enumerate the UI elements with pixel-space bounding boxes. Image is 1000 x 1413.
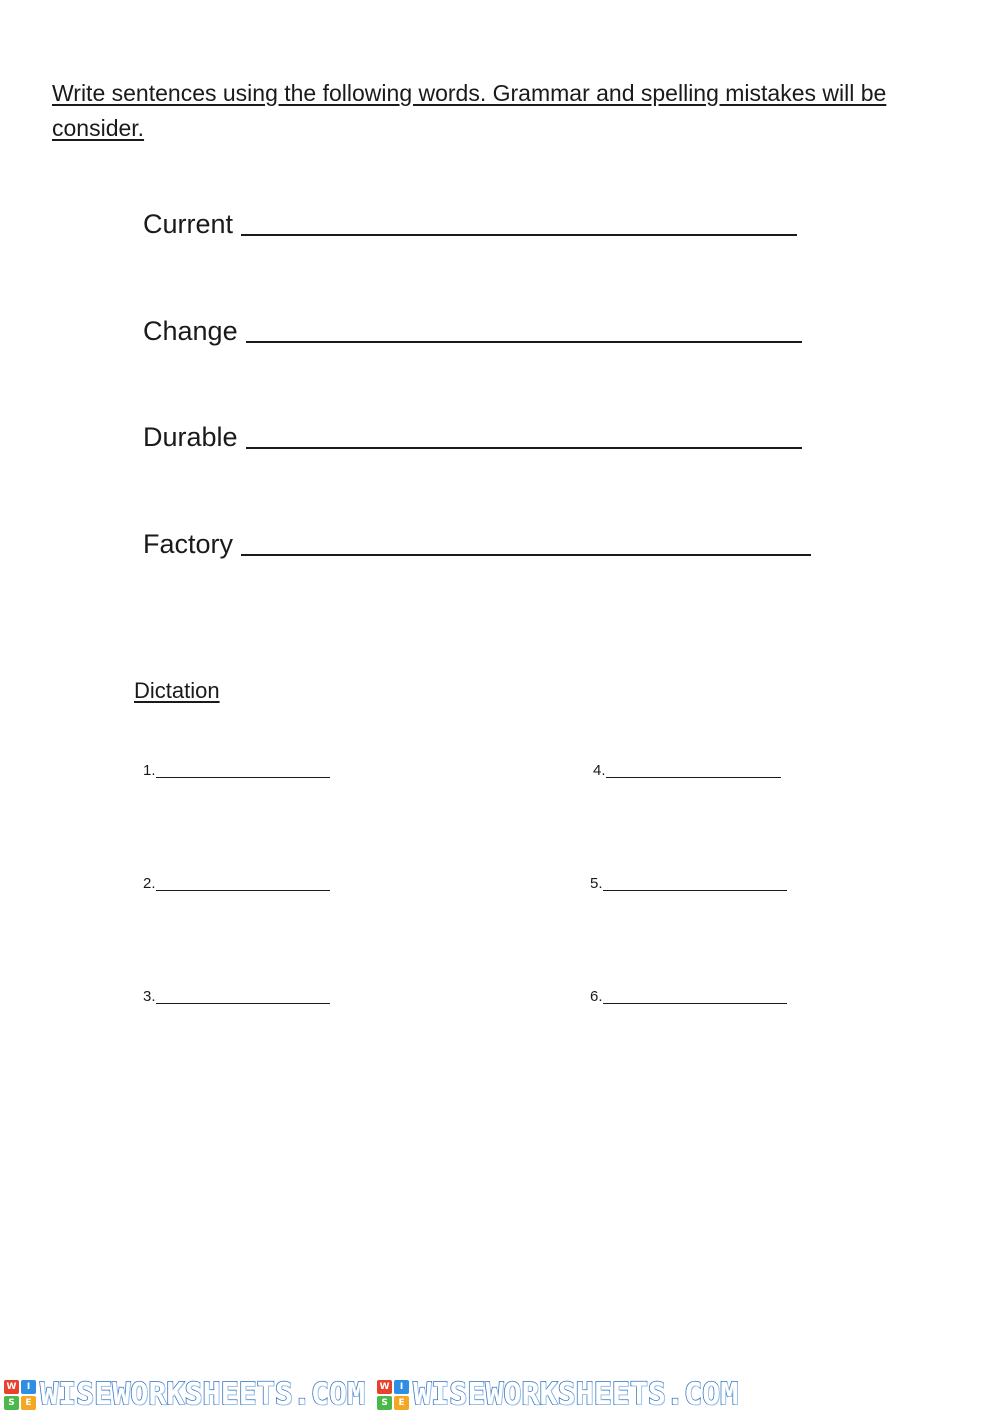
word-label: Current — [143, 209, 234, 239]
dictation-title: Dictation — [134, 678, 220, 703]
dictation-answer-line[interactable] — [156, 1003, 330, 1004]
brand-mark — [373, 1378, 738, 1412]
dictation-answer-line[interactable] — [603, 1003, 787, 1004]
dictation-item-4 — [593, 762, 781, 780]
dictation-item-6 — [590, 988, 787, 1006]
dictation-answer-line[interactable] — [156, 890, 330, 891]
dictation-number: 6. — [590, 988, 603, 1005]
dictation-item-1 — [143, 762, 330, 780]
dictation-item-5 — [590, 875, 787, 893]
logo-cell: I — [21, 1380, 36, 1394]
word-row-factory — [143, 528, 811, 560]
word-row-durable — [143, 421, 802, 453]
dictation-item-2 — [143, 875, 330, 893]
brand-text: WISEWORKSHEETS.COM — [413, 1376, 739, 1412]
dictation-item-3 — [143, 988, 330, 1006]
logo-cell: E — [394, 1396, 409, 1410]
dictation-number: 5. — [590, 875, 603, 892]
answer-line[interactable] — [246, 447, 802, 449]
dictation-answer-line[interactable] — [606, 777, 781, 778]
logo-cell: W — [4, 1380, 19, 1394]
word-label: Factory — [143, 529, 234, 559]
dictation-number: 3. — [143, 988, 156, 1005]
wise-logo-icon — [377, 1380, 409, 1410]
dictation-answer-line[interactable] — [603, 890, 787, 891]
logo-cell: I — [394, 1380, 409, 1394]
logo-cell: S — [4, 1396, 19, 1410]
answer-line[interactable] — [241, 554, 811, 556]
logo-cell: E — [21, 1396, 36, 1410]
instructions-text: Write sentences using the following words. Grammar and spelling mistakes will be consider. — [52, 80, 887, 141]
dictation-number: 4. — [593, 762, 606, 779]
answer-line[interactable] — [241, 234, 797, 236]
wise-logo-icon — [4, 1380, 36, 1410]
word-label: Change — [143, 316, 238, 346]
logo-cell: S — [377, 1396, 392, 1410]
answer-line[interactable] — [246, 341, 802, 343]
word-row-current — [143, 208, 797, 240]
logo-cell: W — [377, 1380, 392, 1394]
dictation-number: 2. — [143, 875, 156, 892]
footer-brand-strip — [0, 1376, 1000, 1413]
brand-text: WISEWORKSHEETS.COM — [40, 1376, 366, 1412]
brand-mark — [0, 1378, 365, 1412]
dictation-number: 1. — [143, 762, 156, 779]
word-row-change — [143, 315, 802, 347]
dictation-answer-line[interactable] — [156, 777, 330, 778]
word-label: Durable — [143, 422, 238, 452]
